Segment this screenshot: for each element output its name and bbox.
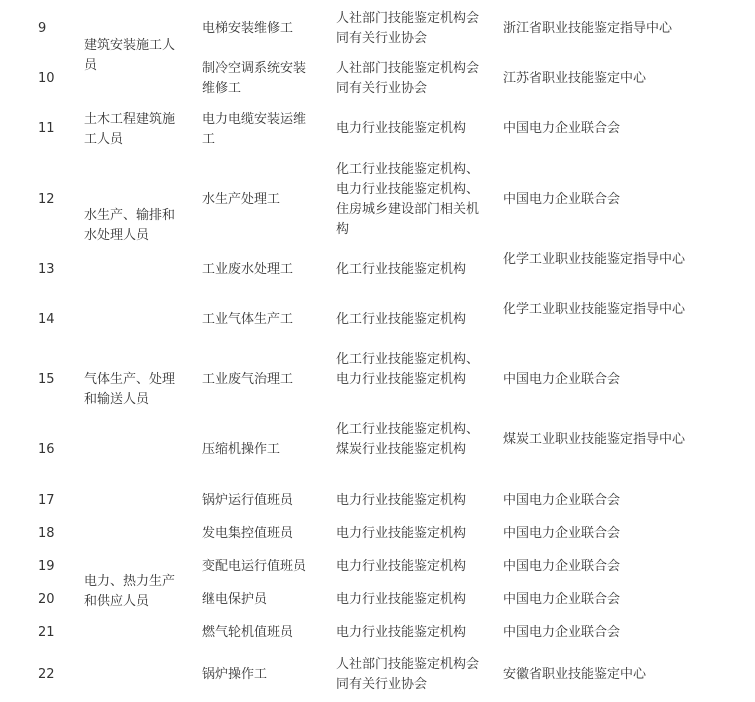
row-number: 9 — [38, 21, 47, 36]
row-number: 20 — [38, 592, 55, 607]
center-cell: 浙江省职业技能鉴定指导中心 — [503, 21, 673, 36]
center-cell: 中国电力企业联合会 — [503, 493, 621, 508]
row-number: 14 — [38, 312, 55, 327]
row-number: 11 — [38, 121, 55, 136]
org-cell: 化工行业技能鉴定机构、煤炭行业技能鉴定机构 — [336, 422, 480, 457]
category-cell: 电力、热力生产和供应人员 — [84, 574, 176, 609]
center-cell: 中国电力企业联合会 — [503, 121, 621, 136]
org-cell: 电力行业技能鉴定机构 — [336, 592, 467, 607]
row-number: 12 — [38, 192, 55, 207]
job-cell: 工业废气治理工 — [202, 372, 294, 387]
job-cell: 压缩机操作工 — [202, 442, 281, 457]
org-cell: 化工行业技能鉴定机构、电力行业技能鉴定机构 — [336, 352, 480, 387]
job-cell: 变配电运行值班员 — [202, 559, 307, 574]
row-number: 21 — [38, 625, 55, 640]
job-cell: 锅炉运行值班员 — [202, 493, 294, 508]
job-cell: 制冷空调系统安装维修工 — [202, 61, 307, 96]
center-cell: 江苏省职业技能鉴定中心 — [503, 71, 647, 86]
org-cell: 电力行业技能鉴定机构 — [336, 493, 467, 508]
org-cell: 人社部门技能鉴定机构会同有关行业协会 — [336, 61, 480, 96]
org-cell: 电力行业技能鉴定机构 — [336, 625, 467, 640]
row-number: 10 — [38, 71, 55, 86]
job-cell: 燃气轮机值班员 — [202, 625, 294, 640]
job-cell: 继电保护员 — [202, 592, 268, 607]
center-cell: 中国电力企业联合会 — [503, 559, 621, 574]
center-cell: 煤炭工业职业技能鉴定指导中心 — [503, 432, 686, 447]
row-number: 18 — [38, 526, 55, 541]
job-cell: 工业气体生产工 — [202, 312, 294, 327]
category-cell: 建筑安装施工人员 — [84, 38, 176, 73]
row-number: 19 — [38, 559, 55, 574]
org-cell: 电力行业技能鉴定机构 — [336, 121, 467, 136]
center-cell: 化学工业职业技能鉴定指导中心 — [503, 252, 686, 267]
row-number: 17 — [38, 493, 55, 508]
org-cell: 化工行业技能鉴定机构、电力行业技能鉴定机构、住房城乡建设部门相关机构 — [336, 162, 480, 237]
center-cell: 安徽省职业技能鉴定中心 — [503, 667, 647, 682]
center-cell: 化学工业职业技能鉴定指导中心 — [503, 302, 686, 317]
center-cell: 中国电力企业联合会 — [503, 592, 621, 607]
center-cell: 中国电力企业联合会 — [503, 372, 621, 387]
center-cell: 中国电力企业联合会 — [503, 625, 621, 640]
job-cell: 电力电缆安装运维工 — [202, 112, 307, 147]
org-cell: 人社部门技能鉴定机构会同有关行业协会 — [336, 11, 480, 46]
job-cell: 水生产处理工 — [202, 192, 281, 207]
org-cell: 化工行业技能鉴定机构 — [336, 312, 467, 327]
row-number: 22 — [38, 667, 55, 682]
org-cell: 电力行业技能鉴定机构 — [336, 559, 467, 574]
category-cell: 气体生产、处理和输送人员 — [84, 372, 176, 407]
row-number: 15 — [38, 372, 55, 387]
job-cell: 工业废水处理工 — [202, 262, 294, 277]
category-cell: 水生产、输排和水处理人员 — [84, 208, 176, 243]
org-cell: 电力行业技能鉴定机构 — [336, 526, 467, 541]
job-cell: 发电集控值班员 — [202, 526, 294, 541]
org-cell: 化工行业技能鉴定机构 — [336, 262, 467, 277]
row-number: 16 — [38, 442, 55, 457]
center-cell: 中国电力企业联合会 — [503, 526, 621, 541]
job-cell: 锅炉操作工 — [202, 667, 268, 682]
category-cell: 土木工程建筑施工人员 — [84, 112, 176, 147]
center-cell: 中国电力企业联合会 — [503, 192, 621, 207]
job-cell: 电梯安装维修工 — [202, 21, 294, 36]
org-cell: 人社部门技能鉴定机构会同有关行业协会 — [336, 657, 480, 692]
row-number: 13 — [38, 262, 55, 277]
